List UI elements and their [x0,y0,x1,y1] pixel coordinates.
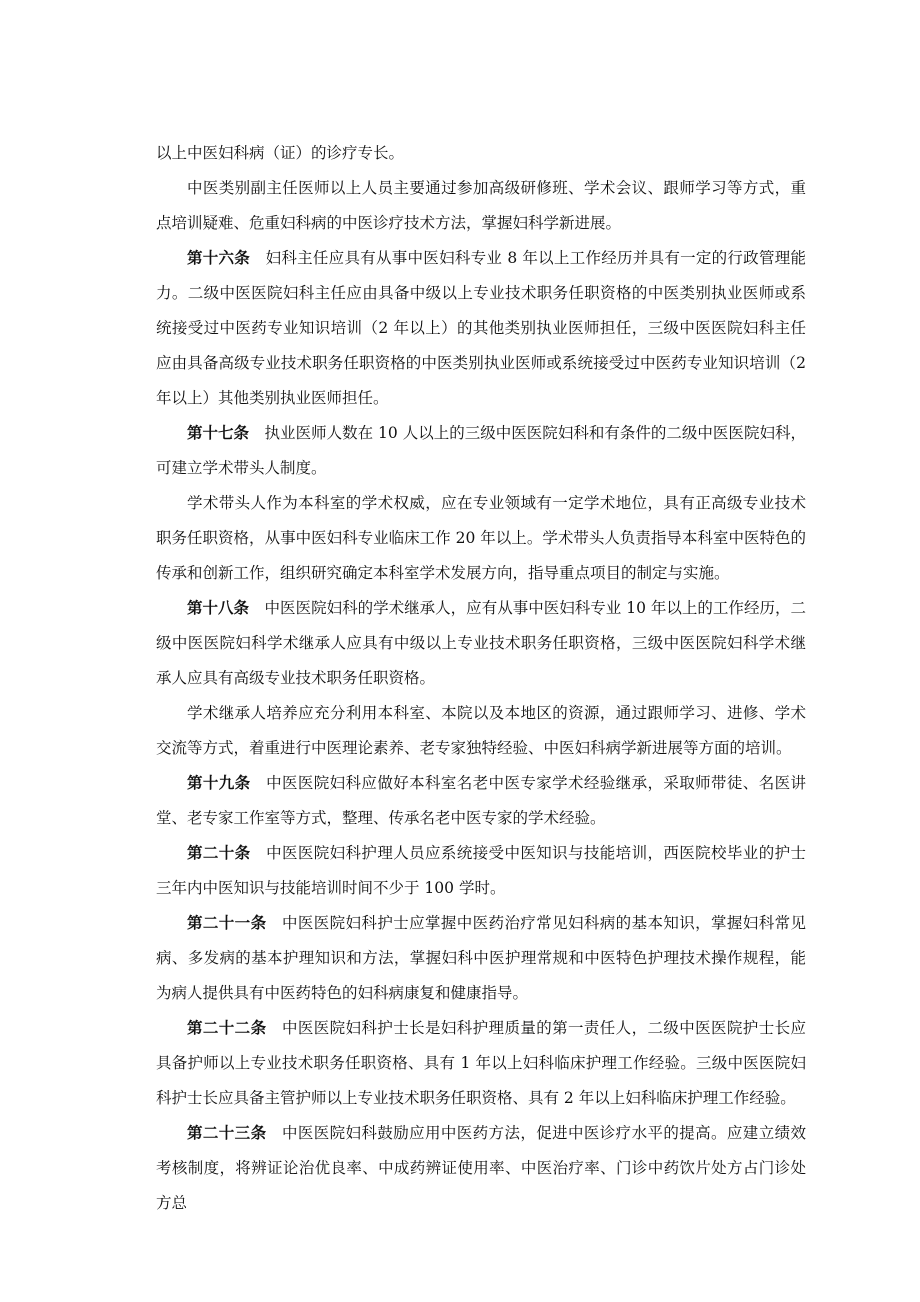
article-number: 第十七条 [187,424,250,442]
paragraph-text: 中医医院妇科应做好本科室名老中医专家学术经验继承，采取师带徒、名医讲堂、老专家工作室等方式，整理、传承名老中医专家的学术经验。 [156,774,806,827]
document-body [156,136,806,1256]
paragraph [156,241,806,416]
article-number: 第二十三条 [187,1124,267,1142]
paragraph [156,836,806,906]
paragraph [156,1011,806,1116]
paragraph-text: 学术继承人培养应充分利用本科室、本院以及本地区的资源，通过跟师学习、进修、学术交流等方式，着重进行中医理论素养、老专家独特经验、中医妇科病学新进展等方面的培训。 [156,704,806,757]
paragraph [156,1221,806,1256]
paragraph-text: 执业医师人数在 10 人以上的三级中医医院妇科和有条件的二级中医医院妇科，可建立学术带头人制度。 [156,424,806,477]
paragraph-text: 中医医院妇科的学术继承人，应有从事中医妇科专业 10 年以上的工作经历，二级中医医院妇科学术继承人应具有中级以上专业技术职务任职资格，三级中医医院妇科学术继承人应具有高级专业技术职务任职资格。 [156,599,806,687]
paragraph [156,136,806,171]
paragraph [156,1116,806,1221]
article-number: 第十六条 [187,249,251,267]
paragraph-text: 中医医院妇科护理人员应系统接受中医知识与技能培训，西医院校毕业的护士三年内中医知识与技能培训时间不少于 100 学时。 [156,844,806,897]
paragraph [156,416,806,486]
paragraph [156,486,806,591]
article-number: 第十八条 [187,599,250,617]
paragraph-text: 中医医院妇科鼓励应用中医药方法，促进中医诊疗水平的提高。应建立绩效考核制度，将辨证论治优良率、中成药辨证使用率、中医治疗率、门诊中药饮片处方占门诊处方总 [156,1124,806,1212]
paragraph [156,591,806,696]
paragraph [156,766,806,836]
paragraph [156,906,806,1011]
paragraph-text: 中医类别副主任医师以上人员主要通过参加高级研修班、学术会议、跟师学习等方式，重点培训疑难、危重妇科病的中医诊疗技术方法，掌握妇科学新进展。 [156,179,806,232]
paragraph-text: 中医医院妇科护士长是妇科护理质量的第一责任人，二级中医医院护士长应具备护师以上专业技术职务任职资格、具有 1 年以上妇科临床护理工作经验。三级中医医院妇科护士长应具备主管护师以上专业技术职务任职资格、具有 2 年以上妇科临床护理工作经验。 [156,1019,806,1107]
paragraph-text: 学术带头人作为本科室的学术权威，应在专业领域有一定学术地位，具有正高级专业技术职务任职资格，从事中医妇科专业临床工作 20 年以上。学术带头人负责指导本科室中医特色的传承和创新工作，组织研究确定本科室学术发展方向，指导重点项目的制定与实施。 [156,494,806,582]
paragraph-text: 妇科主任应具有从事中医妇科专业 8 年以上工作经历并具有一定的行政管理能力。二级中医医院妇科主任应由具备中级以上专业技术职务任职资格的中医类别执业医师或系统接受过中医药专业知识培训（2 年以上）的其他类别执业医师担任，三级中医医院妇科主任应由具备高级专业技术职务任职资格的中医类别执业医师或系统接受过中医药专业知识培训（2 年以上）其他类别执业医师担任。 [156,249,806,407]
paragraph [156,696,806,766]
paragraph-text: 中医医院妇科护士应掌握中医药治疗常见妇科病的基本知识，掌握妇科常见病、多发病的基本护理知识和方法，掌握妇科中医护理常规和中医特色护理技术操作规程，能为病人提供具有中医药特色的妇科病康复和健康指导。 [156,914,806,1002]
article-number: 第二十一条 [187,914,267,932]
paragraph-text: 以上中医妇科病（证）的诊疗专长。 [156,144,405,162]
article-number: 第二十二条 [187,1019,267,1037]
article-number: 第十九条 [187,774,251,792]
article-number: 第二十条 [187,844,251,862]
paragraph [156,171,806,241]
